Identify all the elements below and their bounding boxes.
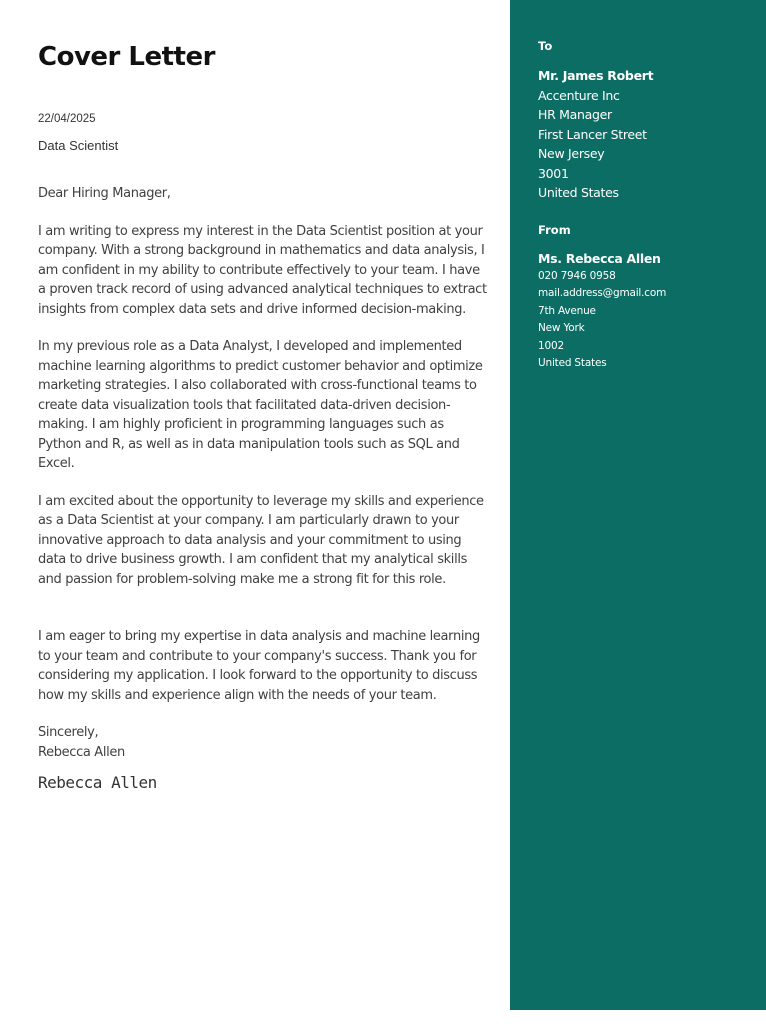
paragraph-closing: I am eager to bring my expertise in data analysis and machine learning to your team and contribute to your company's success. Thank you for considering my application. I look forward to the opportunity to discuss how my skills and experience align with the needs of your team.: [38, 629, 480, 703]
sender-street: 7th Avenue: [538, 304, 596, 317]
letter-date: 22/04/2025: [38, 113, 96, 125]
contact-sidebar: [510, 0, 766, 1010]
paragraph-intro: I am writing to express my interest in the Data Scientist position at your company. With a strong background in mathematics and data analysis, I am confident in my ability to contribute effectively to your team. I have a proven track record of using advanced analytical techniques to extract insights from complex data sets and drive informed decision-making.: [38, 223, 487, 317]
signature: Rebecca Allen: [38, 773, 157, 792]
from-label: From: [538, 222, 571, 237]
recipient-block: [538, 66, 758, 203]
closing-name: Rebecca Allen: [38, 744, 125, 760]
sender-email: mail.address@gmail.com: [538, 287, 667, 299]
recipient-state: New Jersey: [538, 146, 605, 161]
page-title: Cover Letter: [38, 42, 215, 72]
job-position: Data Scientist: [38, 138, 119, 153]
paragraph-experience: In my previous role as a Data Analyst, I developed and implemented machine learning algorithms to predict customer behavior and optimize marketing strategies. I also collaborated with cross-functional teams to create data visualization tools that facilitated data-driven decision-making. I am highly proficient in programming languages such as Python and R, as well as in data manipulation tools such as SQL and Excel.: [38, 339, 483, 471]
closing-salutation: Sincerely,: [38, 725, 99, 740]
recipient-street: First Lancer Street: [538, 126, 647, 142]
sender-block: [538, 250, 758, 373]
recipient-country: United States: [538, 185, 619, 200]
greeting: Dear Hiring Manager,: [38, 186, 171, 201]
letter-body: [38, 40, 488, 792]
recipient-role: HR Manager: [538, 107, 612, 122]
recipient-zip: 3001: [538, 165, 569, 181]
recipient-company: Accenture Inc: [538, 87, 620, 103]
paragraph-motivation: I am excited about the opportunity to leverage my skills and experience as a Data Scientist at your company. I am particularly drawn to your innovative approach to data analysis and your commitment to using data to drive business growth. I am confident that my analytical skills and passion for problem-solving make me a strong fit for this role.: [38, 493, 484, 587]
sender-zip: 1002: [538, 339, 564, 352]
sender-country: United States: [538, 357, 607, 369]
recipient-name: Mr. James Robert: [538, 68, 654, 83]
sender-name: Ms. Rebecca Allen: [538, 250, 661, 266]
sender-city: New York: [538, 322, 585, 334]
sender-phone: 020 7946 0958: [538, 269, 616, 282]
to-label: To: [538, 39, 553, 53]
